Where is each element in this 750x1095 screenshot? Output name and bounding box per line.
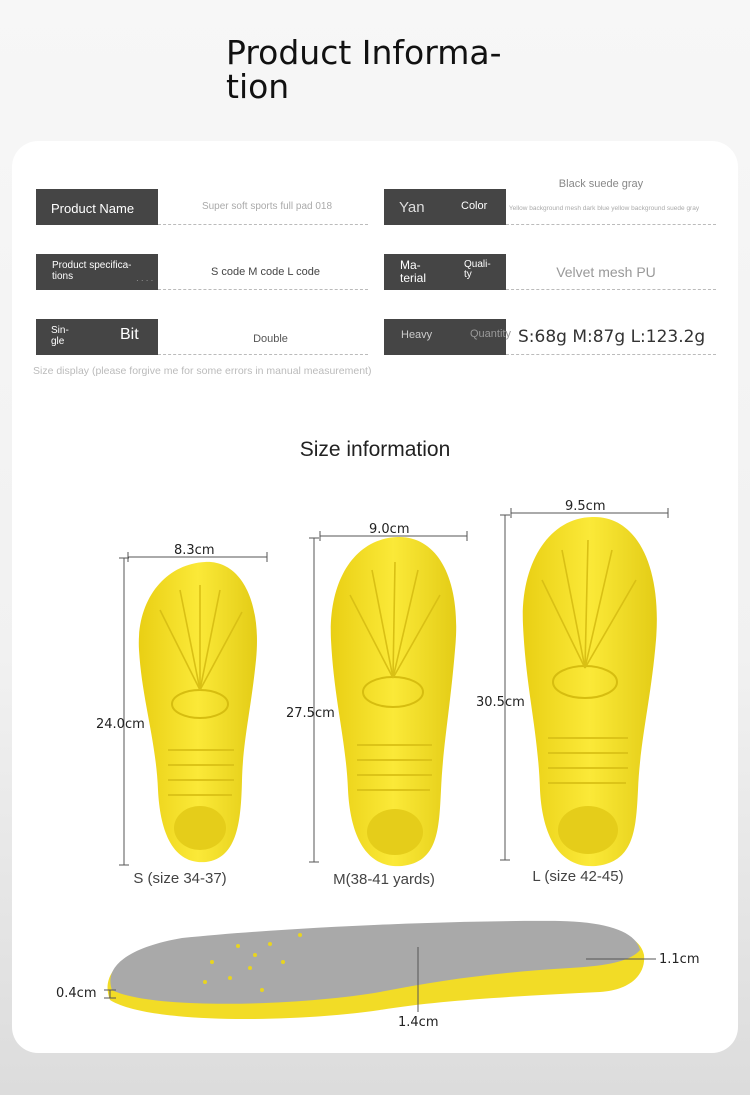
weight-value: S:68g M:87g L:123.2g (518, 327, 706, 347)
page-title: Product Informa- tion (226, 33, 502, 106)
product-name-value: Super soft sports full pad 018 (201, 201, 333, 212)
measurement-note: Size display (please forgive me for some errors in manual measurement) (33, 365, 372, 377)
front-thickness: 1.1cm (659, 952, 700, 967)
unit-value: Double (253, 333, 288, 345)
insole-side-icon (108, 921, 645, 1019)
s-width: 8.3cm (174, 543, 215, 558)
size-info-title: Size information (299, 438, 451, 461)
specification-value: S code M code L code (210, 266, 321, 278)
label-material: Ma- terial Quali- ty (384, 254, 506, 290)
label-specification: Product specifica- tions · · · · (36, 254, 158, 290)
l-caption: L (size 42-45) (532, 868, 624, 885)
s-length: 24.0cm (96, 717, 145, 732)
m-length: 27.5cm (286, 706, 335, 721)
m-width: 9.0cm (369, 522, 410, 537)
label-product-name: Product Name (36, 189, 158, 225)
insole-m-icon (331, 537, 456, 866)
s-caption: S (size 34-37) (133, 870, 227, 887)
insole-l-icon (523, 517, 657, 866)
heel-thickness: 0.4cm (56, 986, 97, 1001)
color-value: Black suede gray (558, 178, 644, 190)
l-width: 9.5cm (565, 499, 606, 514)
m-caption: M(38-41 yards) (333, 871, 435, 888)
label-unit: Sin- gle Bit (36, 319, 158, 355)
color-subvalue: Yellow background mesh dark blue yellow background suede gray (508, 205, 700, 212)
l-length: 30.5cm (476, 695, 525, 710)
label-weight: Heavy Quantity (384, 319, 506, 355)
label-color: Yan Color (384, 189, 506, 225)
material-value: Velvet mesh PU (556, 264, 656, 280)
arch-thickness: 1.4cm (398, 1015, 439, 1030)
insole-s-icon (139, 562, 257, 862)
